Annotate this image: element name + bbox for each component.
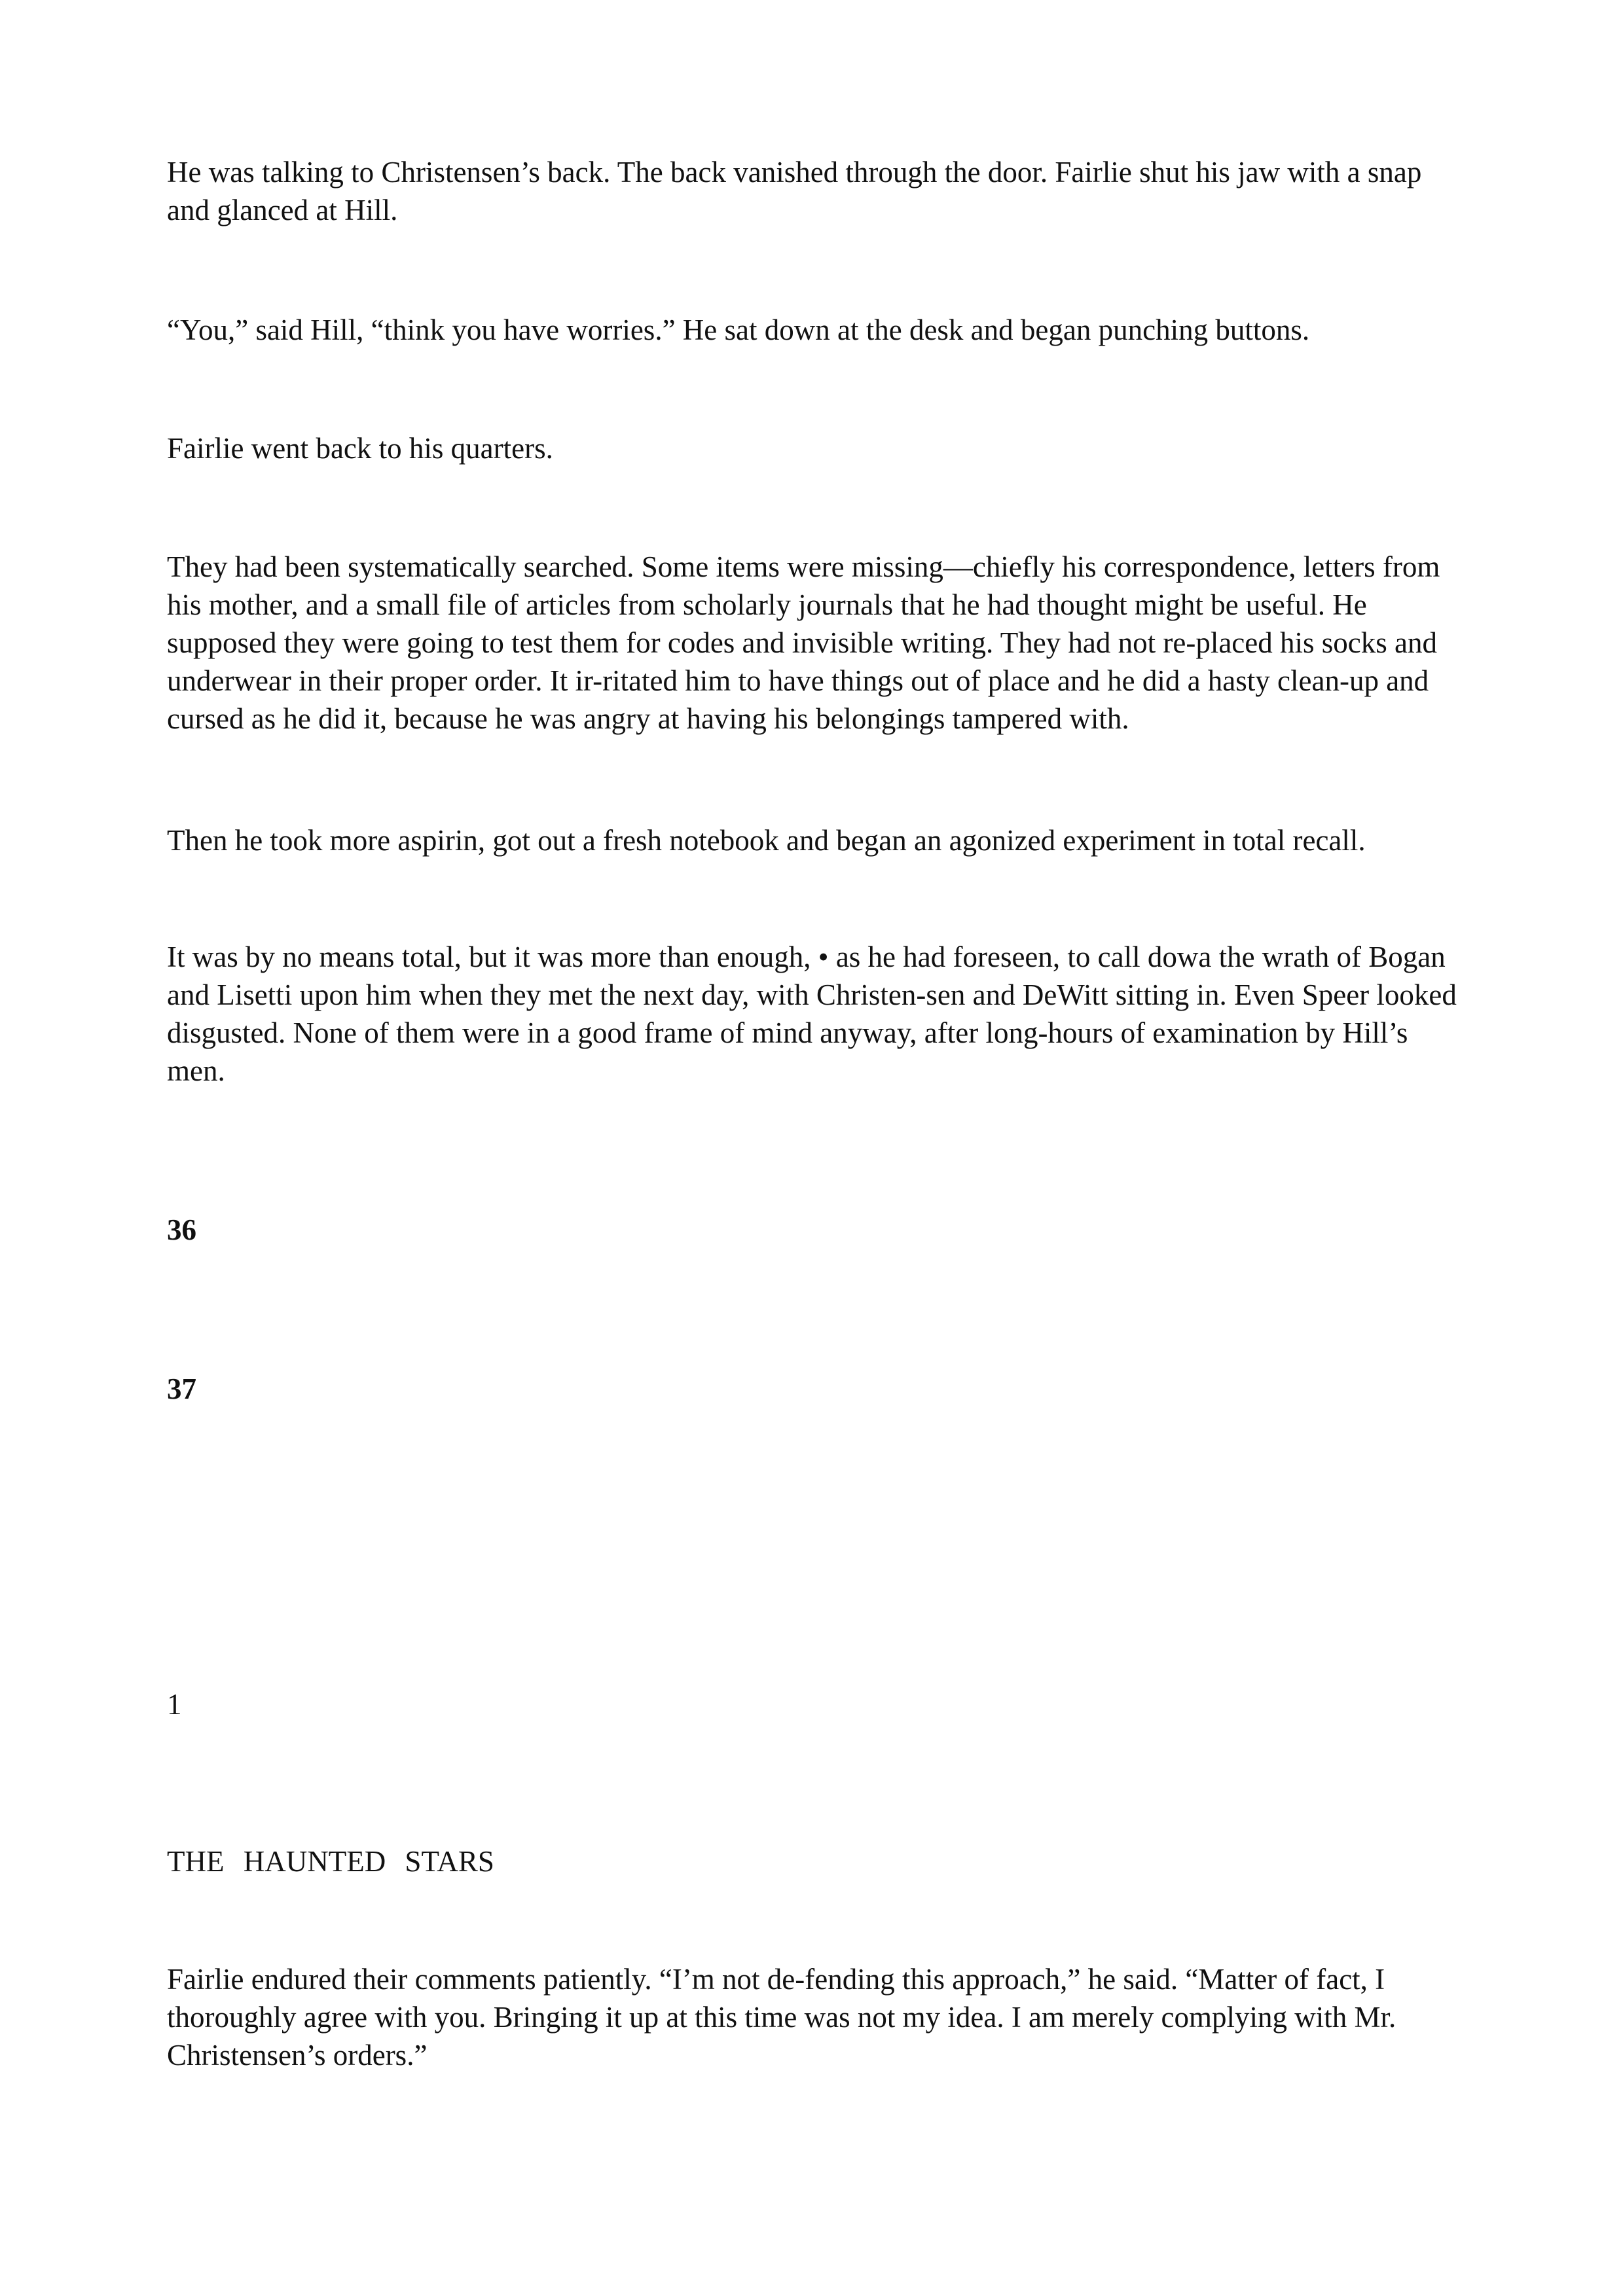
- paragraph-wrath-of-bogan: It was by no means total, but it was more than enough, • as he had foreseen, to call dowa the wrath of Bogan and Lisetti upon him when they met the next day, with Christen-sen and DeWitt sitting in. Even Speer looked disgusted. None of them were in a good frame of mind anyway, after long-hours of examination by Hill’s men.: [167, 941, 1457, 1087]
- paragraph-back-to-quarters: Fairlie went back to his quarters.: [167, 432, 553, 465]
- paragraph-quarters-searched: They had been systematically searched. Some items were missing—chiefly his correspondence, letters from his mother, and a small file of articles from scholarly journals that he had thought might be useful. He supposed they were going to test them for codes and invisible writing. They had not re-placed his socks and underwear in their proper order. It ir-ritated him to have things out of place and he did a hasty clean-up and cursed as he did it, because he was angry at having his belongings tampered with.: [167, 550, 1440, 735]
- paragraph-aspirin-recall: Then he took more aspirin, got out a fresh notebook and began an agonized experiment in total recall.: [167, 824, 1366, 857]
- page-number-36: 36: [167, 1213, 196, 1246]
- paragraph-hill-worries: “You,” said Hill, “think you have worries.” He sat down at the desk and began punching buttons.: [167, 314, 1310, 346]
- running-title: THE HAUNTED STARS: [167, 1845, 494, 1878]
- page-number-1: 1: [167, 1688, 182, 1721]
- paragraph-fairlie-endured: Fairlie endured their comments patiently. “I’m not de-fending this approach,” he said. “Matter of fact, I thoroughly agree with you. Bringing it up at this time was not my idea. I am merely complying with Mr. Christensen’s orders.”: [167, 1963, 1396, 2072]
- page-number-37: 37: [167, 1372, 196, 1405]
- paragraph-christensens-back: He was talking to Christensen’s back. The back vanished through the door. Fairlie shut his jaw with a snap and glanced at Hill.: [167, 156, 1422, 226]
